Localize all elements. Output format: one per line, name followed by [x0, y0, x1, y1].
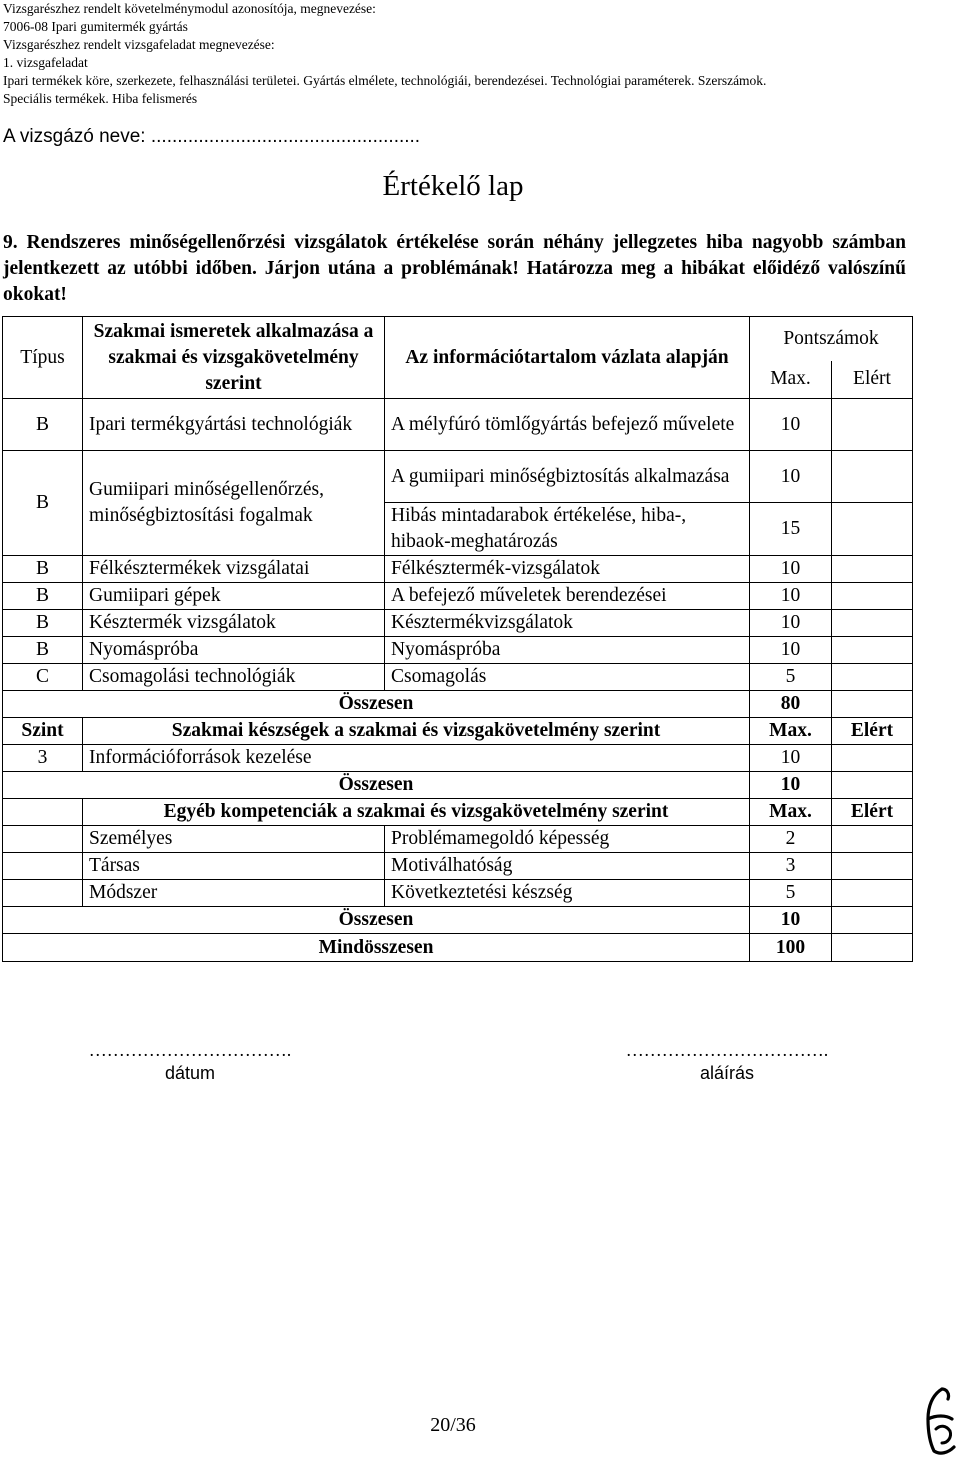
skills-header: Szakmai készségek a szakmai és vizsgakövetelmény szerint: [83, 718, 750, 745]
logo-mark-icon: [922, 1385, 956, 1457]
skills-level-header: Szint: [3, 718, 83, 745]
row-outline: A gumiipari minőségbiztosítás alkalmazása: [385, 451, 750, 503]
row-knowledge: Ipari termékgyártási technológiák: [83, 399, 385, 451]
row-achieved: [832, 451, 913, 503]
row-max: 10: [750, 451, 832, 503]
row-achieved: [832, 610, 913, 637]
row-max: 5: [750, 664, 832, 691]
competency-empty-cell: [3, 826, 83, 853]
grand-total-achieved: [832, 934, 913, 962]
table-row: [3, 583, 913, 610]
subtotal-row: [3, 907, 913, 934]
subtotal-value: 10: [750, 907, 832, 934]
skill-max: 10: [750, 745, 832, 772]
row-max: 10: [750, 556, 832, 583]
header-line-6: Speciális termékek. Hiba felismerés: [3, 91, 198, 106]
row-knowledge: Gumiipari minőségellenőrzés, minőségbiztosítási fogalmak: [83, 451, 385, 556]
row-knowledge: Késztermék vizsgálatok: [83, 610, 385, 637]
row-type: B: [3, 399, 83, 451]
row-type: B: [3, 556, 83, 583]
header-line-4: 1. vizsgafeladat: [3, 55, 88, 70]
row-knowledge: Csomagolási technológiák: [83, 664, 385, 691]
competency-achieved: [832, 880, 913, 907]
table-row: [3, 451, 913, 503]
col-points-header: Pontszámok: [750, 317, 913, 361]
subtotal-row: [3, 772, 913, 799]
competency-kind: Személyes: [83, 826, 385, 853]
competency-empty-cell: [3, 880, 83, 907]
row-achieved: [832, 503, 913, 556]
competency-name: Problémamegoldó képesség: [385, 826, 750, 853]
competency-kind: Módszer: [83, 880, 385, 907]
row-knowledge: Nyomáspróba: [83, 637, 385, 664]
row-achieved: [832, 583, 913, 610]
skills-header-row: [3, 718, 913, 745]
grand-total-value: 100: [750, 934, 832, 962]
row-outline: Késztermékvizsgálatok: [385, 610, 750, 637]
competency-empty-cell: [3, 853, 83, 880]
row-achieved: [832, 664, 913, 691]
col-outline-header: Az információtartalom vázlata alapján: [385, 317, 750, 399]
competencies-max-header: Max.: [750, 799, 832, 826]
competencies-achieved-header: Elért: [832, 799, 913, 826]
signature-dotted-line: …………………………….: [625, 1040, 829, 1060]
table-row: [3, 826, 913, 853]
signature-label: aláírás: [699, 1063, 755, 1083]
row-max: 10: [750, 399, 832, 451]
skill-achieved: [832, 745, 913, 772]
row-type: B: [3, 610, 83, 637]
table-row: [3, 664, 913, 691]
competency-kind: Társas: [83, 853, 385, 880]
row-type: C: [3, 664, 83, 691]
date-dotted-line: …………………………….: [88, 1040, 292, 1060]
table-row: [3, 637, 913, 664]
competencies-empty-cell: [3, 799, 83, 826]
table-row: [3, 556, 913, 583]
skill-name: Információforrások kezelése: [83, 745, 750, 772]
competency-max: 3: [750, 853, 832, 880]
document-header: [3, 0, 766, 108]
header-line-5: Ipari termékek köre, szerkezete, felhasználási területei. Gyártás elmélete, technológiái, berendezései. Technológiai paraméterek. Szerszámok.: [3, 73, 767, 88]
page-number: 20/36: [430, 1414, 476, 1436]
subtotal-row: [3, 691, 913, 718]
col-achieved-header: Elért: [832, 361, 913, 399]
col-type-header: Típus: [3, 317, 83, 399]
subtotal-label: Összesen: [3, 907, 750, 934]
row-achieved: [832, 399, 913, 451]
col-knowledge-header: Szakmai ismeretek alkalmazása a szakmai és vizsgakövetelmény szerint: [83, 317, 385, 399]
row-outline: Hibás mintadarabok értékelése, hiba-, hibaok-meghatározás: [385, 503, 750, 556]
subtotal-value: 10: [750, 772, 832, 799]
date-signature-block: [55, 1040, 325, 1084]
subtotal-value: 80: [750, 691, 832, 718]
row-achieved: [832, 556, 913, 583]
subtotal-label: Összesen: [3, 691, 750, 718]
signature-block: [592, 1040, 862, 1084]
row-max: 10: [750, 637, 832, 664]
table-row: [3, 745, 913, 772]
competencies-header-row: [3, 799, 913, 826]
row-knowledge: Félkésztermékek vizsgálatai: [83, 556, 385, 583]
date-label: dátum: [164, 1063, 216, 1083]
subtotal-achieved: [832, 772, 913, 799]
header-line-1: Vizsgarészhez rendelt követelménymodul azonosítója, megnevezése:: [3, 1, 376, 16]
evaluation-table: [2, 316, 913, 962]
competencies-header: Egyéb kompetenciák a szakmai és vizsgakövetelmény szerint: [83, 799, 750, 826]
skills-achieved-header: Elért: [832, 718, 913, 745]
row-outline: Félkésztermék-vizsgálatok: [385, 556, 750, 583]
row-type: B: [3, 451, 83, 556]
table-row: [3, 853, 913, 880]
subtotal-achieved: [832, 691, 913, 718]
row-outline: A mélyfúró tömlőgyártás befejező művelete: [385, 399, 750, 451]
row-knowledge: Gumiipari gépek: [83, 583, 385, 610]
competency-max: 5: [750, 880, 832, 907]
row-achieved: [832, 637, 913, 664]
table-row: [3, 610, 913, 637]
grand-total-row: [3, 934, 913, 962]
skill-level: 3: [3, 745, 83, 772]
grand-total-label: Mindösszesen: [3, 934, 750, 962]
subtotal-achieved: [832, 907, 913, 934]
row-type: B: [3, 583, 83, 610]
page-title: Értékelő lap: [382, 170, 524, 202]
table-row: [3, 399, 913, 451]
row-outline: Csomagolás: [385, 664, 750, 691]
table-row: [3, 880, 913, 907]
competency-achieved: [832, 826, 913, 853]
header-line-2: 7006-08 Ipari gumitermék gyártás: [3, 19, 188, 34]
row-max: 10: [750, 610, 832, 637]
examinee-name-line: A vizsgázó neve: ...................................................: [3, 126, 421, 147]
row-outline: A befejező műveletek berendezései: [385, 583, 750, 610]
competency-max: 2: [750, 826, 832, 853]
row-type: B: [3, 637, 83, 664]
skills-max-header: Max.: [750, 718, 832, 745]
row-outline: Nyomáspróba: [385, 637, 750, 664]
competency-name: Motiválhatóság: [385, 853, 750, 880]
subtotal-label: Összesen: [3, 772, 750, 799]
header-line-3: Vizsgarészhez rendelt vizsgafeladat megnevezése:: [3, 37, 275, 52]
competency-name: Következtetési készség: [385, 880, 750, 907]
task-description: 9. Rendszeres minőségellenőrzési vizsgálatok értékelése során néhány jellegzetes hiba nagyobb számban jelentkezett az utóbbi időben. Járjon utána a problémának! Határozza meg a hibákat előidéző valószínű okokat!: [3, 232, 906, 305]
row-max: 10: [750, 583, 832, 610]
competency-achieved: [832, 853, 913, 880]
col-max-header: Max.: [750, 361, 832, 399]
row-max: 15: [750, 503, 832, 556]
